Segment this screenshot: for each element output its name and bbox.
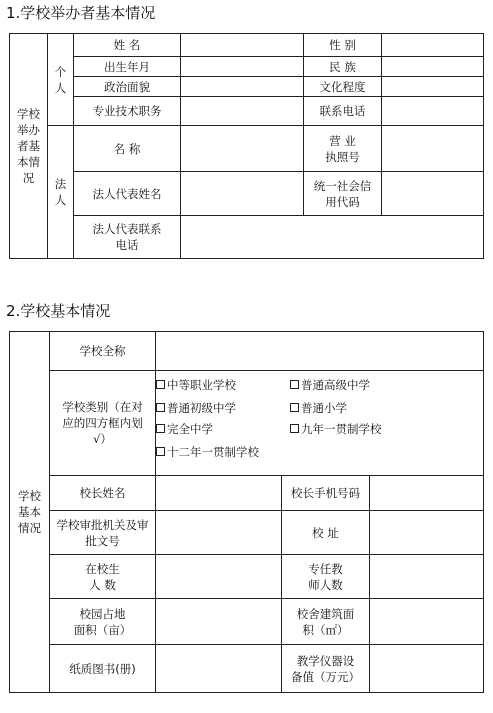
campus-area-label: 校园占地 面积（亩）	[50, 599, 156, 645]
students-label: 在校生 人 数	[50, 555, 156, 599]
legal-rep-field[interactable]	[181, 172, 304, 216]
full-name-label: 学校全称	[50, 332, 156, 371]
option-nine-year[interactable]: 九年一贯制学校	[290, 421, 382, 437]
option-primary[interactable]: 普通小学	[290, 400, 347, 416]
gender-field[interactable]	[382, 34, 484, 57]
principal-label: 校长姓名	[50, 476, 156, 511]
individual-label: 个 人	[48, 34, 74, 126]
phone-field[interactable]	[382, 97, 484, 126]
students-field[interactable]	[156, 555, 282, 599]
address-field[interactable]	[370, 511, 484, 555]
building-area-label: 校舍建筑面 积（㎡）	[282, 599, 370, 645]
books-field[interactable]	[156, 645, 282, 693]
checkbox-icon	[156, 447, 165, 456]
checkbox-icon	[156, 403, 165, 412]
organizer-info-table	[9, 33, 484, 259]
political-label: 政治面貌	[74, 77, 181, 97]
checkbox-icon	[156, 380, 165, 389]
principal-phone-label: 校长手机号码	[282, 476, 370, 511]
teachers-label: 专任教 师人数	[282, 555, 370, 599]
name-field[interactable]	[181, 34, 304, 57]
section1-title: 1.学校举办者基本情况	[6, 4, 156, 22]
legal-entity-label: 法 人	[48, 126, 74, 259]
legal-rep-label: 法人代表姓名	[74, 172, 181, 216]
entity-name-field[interactable]	[181, 126, 304, 172]
building-area-field[interactable]	[370, 599, 484, 645]
section1-side-label: 学校 举办 者基 本情 况	[10, 34, 48, 259]
legal-rep-phone-field[interactable]	[181, 216, 484, 259]
checkbox-icon	[290, 380, 299, 389]
education-field[interactable]	[382, 77, 484, 97]
checkbox-icon	[156, 424, 165, 433]
phone-label: 联系电话	[304, 97, 382, 126]
gender-label: 性 别	[304, 34, 382, 57]
equipment-value-label: 教学仪器设 备值（万元）	[282, 645, 370, 693]
ethnicity-label: 民 族	[304, 57, 382, 77]
legal-rep-phone-label: 法人代表联系 电话	[74, 216, 181, 259]
title-label: 专业技术职务	[74, 97, 181, 126]
principal-phone-field[interactable]	[370, 476, 484, 511]
school-type-options	[156, 371, 484, 476]
education-label: 文化程度	[304, 77, 382, 97]
license-field[interactable]	[382, 126, 484, 172]
credit-code-field[interactable]	[382, 172, 484, 216]
license-label: 营 业 执照号	[304, 126, 382, 172]
address-label: 校 址	[282, 511, 370, 555]
birth-field[interactable]	[181, 57, 304, 77]
birth-label: 出生年月	[74, 57, 181, 77]
option-junior-high[interactable]: 普通初级中学	[156, 400, 236, 416]
full-name-field[interactable]	[156, 332, 484, 371]
title-field[interactable]	[181, 97, 304, 126]
approval-field[interactable]	[156, 511, 282, 555]
teachers-field[interactable]	[370, 555, 484, 599]
section2-side-label: 学校 基本 情况	[10, 332, 50, 693]
section2-title: 2.学校基本情况	[6, 302, 111, 320]
school-info-table	[9, 331, 484, 693]
checkbox-icon	[290, 424, 299, 433]
option-complete-middle[interactable]: 完全中学	[156, 421, 213, 437]
school-type-label: 学校类别（在对 应的四方框内划 √）	[50, 371, 156, 476]
principal-field[interactable]	[156, 476, 282, 511]
name-label: 姓 名	[74, 34, 181, 57]
checkbox-icon	[290, 403, 299, 412]
entity-name-label: 名 称	[74, 126, 181, 172]
option-vocational[interactable]: 中等职业学校	[156, 377, 236, 393]
approval-label: 学校审批机关及审 批文号	[50, 511, 156, 555]
option-senior-high[interactable]: 普通高级中学	[290, 377, 370, 393]
credit-code-label: 统一社会信 用代码	[304, 172, 382, 216]
political-field[interactable]	[181, 77, 304, 97]
books-label: 纸质图书(册)	[50, 645, 156, 693]
option-twelve-year[interactable]: 十二年一贯制学校	[156, 444, 259, 460]
equipment-value-field[interactable]	[370, 645, 484, 693]
campus-area-field[interactable]	[156, 599, 282, 645]
ethnicity-field[interactable]	[382, 57, 484, 77]
